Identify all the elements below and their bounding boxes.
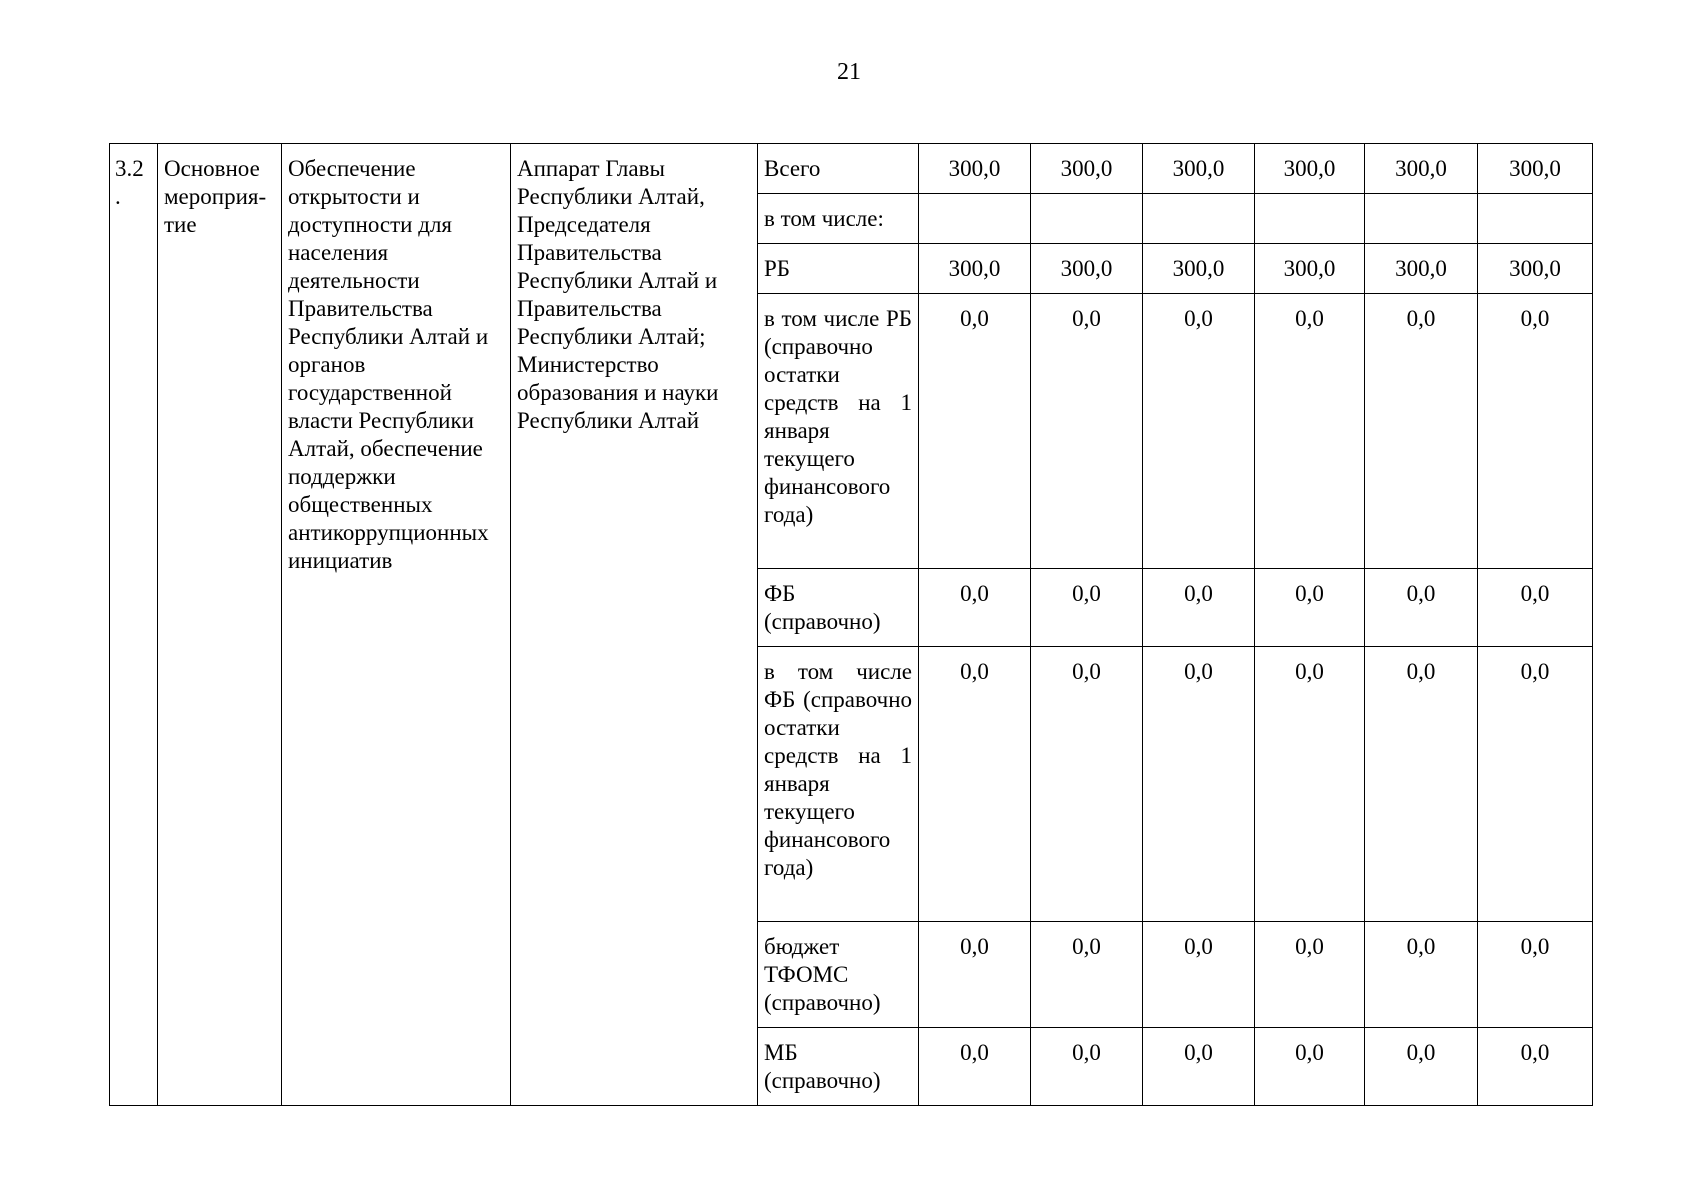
funding-value: 0,0 [1478, 569, 1593, 647]
measure-type-cell [158, 144, 282, 1106]
funding-value: 300,0 [1031, 144, 1143, 194]
funding-value [1031, 194, 1143, 244]
row-number-cell [110, 144, 158, 1106]
funding-value: 0,0 [1143, 569, 1255, 647]
funding-value: 0,0 [1031, 647, 1143, 922]
page-number: 21 [837, 59, 861, 85]
funding-value: 0,0 [919, 922, 1031, 1028]
funding-source: ФБ (справочно) [758, 569, 919, 647]
funding-source: в том числе РБ (справочно остатки средств на 1 января текущего финансового года) [758, 294, 919, 569]
funding-value: 0,0 [1255, 1028, 1365, 1106]
funding-value [1478, 194, 1593, 244]
funding-value: 0,0 [1478, 647, 1593, 922]
funding-value: 0,0 [1031, 569, 1143, 647]
executor: Аппарат Главы Республики Алтай, Председателя Правительства Республики Алтай и Правительства Республики Алтай; Министерство образования и науки Республики Алтай [511, 144, 758, 1106]
funding-value: 0,0 [1031, 294, 1143, 569]
funding-value: 300,0 [919, 244, 1031, 294]
funding-value: 0,0 [1143, 1028, 1255, 1106]
funding-value: 300,0 [1365, 244, 1478, 294]
funding-value: 300,0 [919, 144, 1031, 194]
funding-value: 300,0 [1365, 144, 1478, 194]
measure-type-line: Основное [164, 156, 260, 181]
funding-value: 0,0 [1365, 922, 1478, 1028]
measure-description: Обеспечение открытости и доступности для населения деятельности Правительства Республики Алтай и органов государственной власти Республики Алтай, обеспечение поддержки общественных антикоррупционных инициатив [282, 144, 511, 1106]
funding-value [1143, 194, 1255, 244]
funding-value: 300,0 [1255, 144, 1365, 194]
program-table [109, 143, 1593, 1106]
funding-source: в том числе ФБ (справочно остатки средств на 1 января текущего финансового года) [758, 647, 919, 922]
row-number-suffix: . [115, 184, 121, 209]
funding-value: 0,0 [1478, 294, 1593, 569]
funding-source: бюджет ТФОМС (справочно) [758, 922, 919, 1028]
funding-value: 0,0 [1478, 1028, 1593, 1106]
funding-value: 300,0 [1143, 244, 1255, 294]
funding-value: 300,0 [1031, 244, 1143, 294]
funding-value: 0,0 [1031, 922, 1143, 1028]
funding-source: Всего [758, 144, 919, 194]
funding-source: МБ (справочно) [758, 1028, 919, 1106]
funding-value: 0,0 [1143, 922, 1255, 1028]
funding-source: в том числе: [758, 194, 919, 244]
funding-value: 0,0 [1143, 294, 1255, 569]
funding-value: 300,0 [1143, 144, 1255, 194]
funding-value: 0,0 [1365, 1028, 1478, 1106]
funding-value: 0,0 [1031, 1028, 1143, 1106]
funding-value: 300,0 [1255, 244, 1365, 294]
funding-value [919, 194, 1031, 244]
funding-value: 300,0 [1478, 144, 1593, 194]
funding-value: 0,0 [919, 647, 1031, 922]
measure-type-line: тие [164, 212, 197, 237]
funding-value: 0,0 [1255, 294, 1365, 569]
funding-value: 0,0 [1365, 647, 1478, 922]
row-number: 3.2 [115, 156, 144, 181]
funding-value: 0,0 [1478, 922, 1593, 1028]
funding-value: 0,0 [919, 1028, 1031, 1106]
funding-value: 0,0 [1365, 569, 1478, 647]
funding-value: 0,0 [1365, 294, 1478, 569]
funding-value: 300,0 [1478, 244, 1593, 294]
funding-value: 0,0 [919, 294, 1031, 569]
funding-value: 0,0 [1255, 647, 1365, 922]
measure-type-line: мероприя- [164, 184, 267, 209]
funding-value [1365, 194, 1478, 244]
funding-source: РБ [758, 244, 919, 294]
funding-value: 0,0 [1255, 922, 1365, 1028]
funding-value: 0,0 [919, 569, 1031, 647]
table-row [110, 144, 1593, 194]
funding-value: 0,0 [1255, 569, 1365, 647]
funding-value [1255, 194, 1365, 244]
funding-value: 0,0 [1143, 647, 1255, 922]
